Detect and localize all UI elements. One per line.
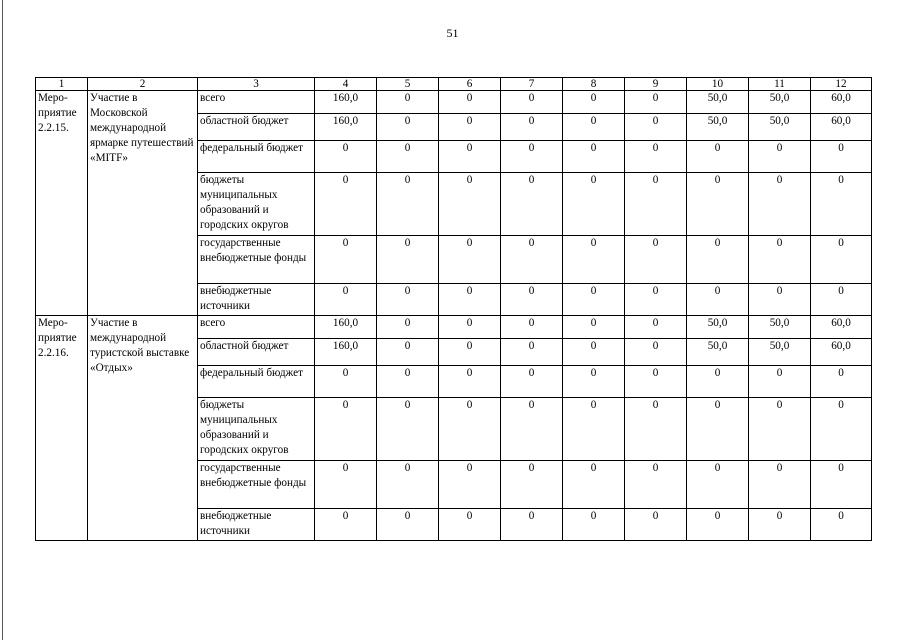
value-cell: 50,0 (687, 114, 749, 141)
value-cell: 0 (811, 284, 872, 316)
value-cell: 0 (687, 236, 749, 284)
value-cell: 0 (315, 398, 377, 461)
value-cell: 0 (625, 316, 687, 339)
value-cell: 0 (501, 339, 563, 366)
value-cell: 160,0 (315, 339, 377, 366)
value-cell: 0 (749, 284, 811, 316)
column-header: 8 (563, 78, 625, 91)
value-cell: 0 (377, 284, 439, 316)
value-cell: 0 (377, 91, 439, 114)
header-row (36, 78, 872, 91)
column-header: 4 (315, 78, 377, 91)
value-cell: 50,0 (687, 316, 749, 339)
value-cell: 0 (625, 461, 687, 509)
value-cell: 0 (501, 114, 563, 141)
measure-number: Меро-приятие 2.2.15. (36, 91, 88, 316)
value-cell: 50,0 (749, 339, 811, 366)
value-cell: 0 (377, 509, 439, 541)
value-cell: 0 (501, 366, 563, 398)
value-cell: 0 (749, 141, 811, 173)
value-cell: 0 (377, 173, 439, 236)
value-cell: 0 (501, 509, 563, 541)
column-header: 12 (811, 78, 872, 91)
value-cell: 0 (563, 509, 625, 541)
value-cell: 0 (625, 173, 687, 236)
value-cell: 0 (563, 114, 625, 141)
funding-source: бюджеты муниципальных образований и городских округов (198, 398, 315, 461)
value-cell: 0 (811, 236, 872, 284)
page-number: 51 (446, 26, 459, 40)
value-cell: 0 (625, 398, 687, 461)
value-cell: 160,0 (315, 114, 377, 141)
value-cell: 0 (377, 398, 439, 461)
value-cell: 0 (439, 316, 501, 339)
measure-title: Участие в Московской международной ярмарке путешествий «MITF» (88, 91, 198, 316)
funding-source: федеральный бюджет (198, 141, 315, 173)
value-cell: 0 (563, 284, 625, 316)
column-header: 7 (501, 78, 563, 91)
value-cell: 50,0 (749, 114, 811, 141)
value-cell: 0 (749, 366, 811, 398)
funding-source: государственные внебюджетные фонды (198, 236, 315, 284)
value-cell: 0 (315, 509, 377, 541)
funding-source: бюджеты муниципальных образований и городских округов (198, 173, 315, 236)
table-row (36, 91, 872, 114)
value-cell: 0 (811, 141, 872, 173)
table-row (36, 316, 872, 339)
value-cell: 0 (563, 91, 625, 114)
value-cell: 0 (563, 398, 625, 461)
column-header: 3 (198, 78, 315, 91)
funding-source: государственные внебюджетные фонды (198, 461, 315, 509)
column-header: 2 (88, 78, 198, 91)
measure-number: Меро-приятие 2.2.16. (36, 316, 88, 541)
value-cell: 0 (315, 236, 377, 284)
value-cell: 0 (625, 114, 687, 141)
value-cell: 0 (687, 398, 749, 461)
value-cell: 0 (501, 173, 563, 236)
value-cell: 0 (563, 141, 625, 173)
value-cell: 0 (377, 236, 439, 284)
value-cell: 0 (377, 461, 439, 509)
value-cell: 0 (563, 366, 625, 398)
value-cell: 0 (811, 398, 872, 461)
value-cell: 0 (439, 284, 501, 316)
column-header: 1 (36, 78, 88, 91)
page-left-edge (2, 0, 3, 640)
value-cell: 0 (625, 141, 687, 173)
value-cell: 0 (439, 509, 501, 541)
value-cell: 50,0 (687, 339, 749, 366)
value-cell: 0 (315, 366, 377, 398)
value-cell: 0 (315, 461, 377, 509)
value-cell: 60,0 (811, 91, 872, 114)
value-cell: 0 (811, 509, 872, 541)
value-cell: 0 (687, 366, 749, 398)
value-cell: 0 (625, 339, 687, 366)
value-cell: 0 (687, 461, 749, 509)
value-cell: 0 (501, 91, 563, 114)
value-cell: 0 (377, 114, 439, 141)
value-cell: 0 (501, 236, 563, 284)
value-cell: 0 (439, 114, 501, 141)
value-cell: 160,0 (315, 91, 377, 114)
value-cell: 0 (749, 236, 811, 284)
value-cell: 0 (563, 236, 625, 284)
value-cell: 0 (377, 366, 439, 398)
value-cell: 0 (625, 284, 687, 316)
value-cell: 0 (687, 173, 749, 236)
value-cell: 0 (439, 91, 501, 114)
funding-source: всего (198, 316, 315, 339)
funding-source: внебюджетные источники (198, 509, 315, 541)
value-cell: 0 (563, 316, 625, 339)
value-cell: 0 (315, 141, 377, 173)
column-header: 5 (377, 78, 439, 91)
value-cell: 0 (811, 173, 872, 236)
value-cell: 60,0 (811, 114, 872, 141)
value-cell: 0 (563, 339, 625, 366)
value-cell: 0 (439, 366, 501, 398)
value-cell: 0 (625, 366, 687, 398)
value-cell: 0 (315, 284, 377, 316)
value-cell: 0 (687, 509, 749, 541)
value-cell: 0 (749, 173, 811, 236)
funding-source: всего (198, 91, 315, 114)
value-cell: 0 (563, 173, 625, 236)
funding-source: внебюджетные источники (198, 284, 315, 316)
value-cell: 0 (501, 316, 563, 339)
value-cell: 60,0 (811, 316, 872, 339)
value-cell: 0 (439, 461, 501, 509)
column-header: 9 (625, 78, 687, 91)
budget-table (35, 77, 872, 541)
value-cell: 0 (377, 339, 439, 366)
value-cell: 0 (439, 173, 501, 236)
value-cell: 160,0 (315, 316, 377, 339)
value-cell: 0 (749, 461, 811, 509)
funding-source: федеральный бюджет (198, 366, 315, 398)
value-cell: 0 (439, 339, 501, 366)
value-cell: 50,0 (687, 91, 749, 114)
column-header: 10 (687, 78, 749, 91)
value-cell: 0 (563, 461, 625, 509)
value-cell: 0 (439, 398, 501, 461)
value-cell: 50,0 (749, 91, 811, 114)
value-cell: 0 (687, 141, 749, 173)
funding-source: областной бюджет (198, 339, 315, 366)
value-cell: 0 (315, 173, 377, 236)
value-cell: 0 (501, 141, 563, 173)
column-header: 11 (749, 78, 811, 91)
value-cell: 0 (625, 509, 687, 541)
value-cell: 0 (501, 461, 563, 509)
value-cell: 0 (749, 398, 811, 461)
value-cell: 60,0 (811, 339, 872, 366)
value-cell: 0 (439, 236, 501, 284)
value-cell: 0 (811, 366, 872, 398)
value-cell: 0 (625, 91, 687, 114)
value-cell: 0 (377, 141, 439, 173)
value-cell: 0 (749, 509, 811, 541)
funding-source: областной бюджет (198, 114, 315, 141)
value-cell: 0 (687, 284, 749, 316)
value-cell: 0 (377, 316, 439, 339)
value-cell: 0 (625, 236, 687, 284)
value-cell: 50,0 (749, 316, 811, 339)
value-cell: 0 (501, 398, 563, 461)
measure-title: Участие в международной туристской выставке «Отдых» (88, 316, 198, 541)
column-header: 6 (439, 78, 501, 91)
value-cell: 0 (439, 141, 501, 173)
value-cell: 0 (811, 461, 872, 509)
value-cell: 0 (501, 284, 563, 316)
